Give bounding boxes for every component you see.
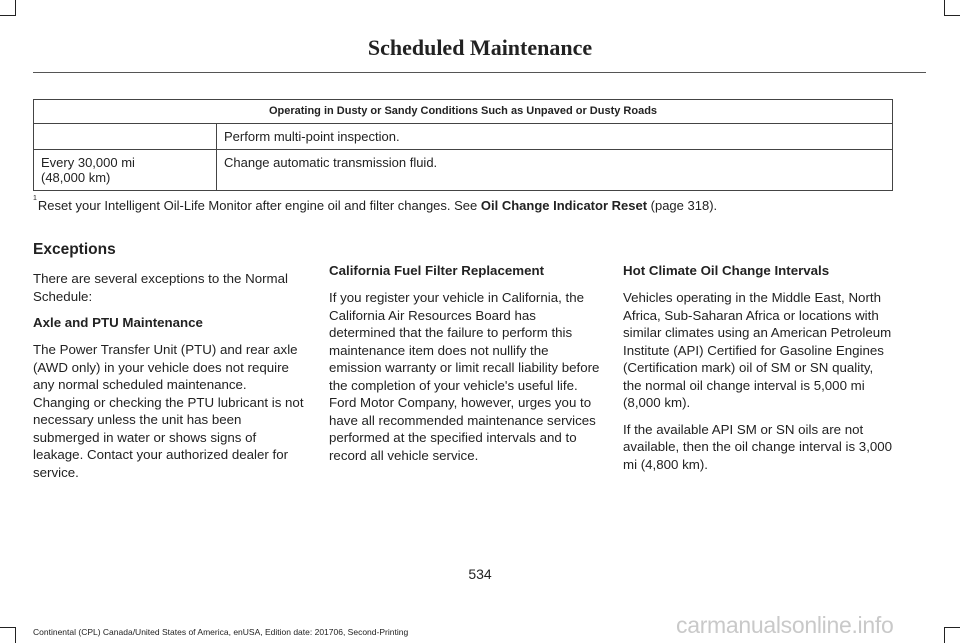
crop-mark-bottom-right-h xyxy=(944,627,960,628)
crop-mark-top-right-h xyxy=(944,15,960,16)
table-cell-action: Change automatic transmission fluid. xyxy=(217,150,893,191)
crop-mark-bottom-right-v xyxy=(944,627,945,643)
footnote-text: Reset your Intelligent Oil-Life Monitor after engine oil and filter changes. See xyxy=(37,198,481,213)
hot-climate-body-2: If the available API SM or SN oils are not available, then the oil change interval is 3,000 mi (4,800 km). xyxy=(623,421,893,472)
footnote-marker: 1 xyxy=(33,195,37,202)
table-row xyxy=(34,124,893,150)
page-number: 534 xyxy=(468,566,492,582)
footnote-page-ref: (page 318). xyxy=(647,198,718,213)
subheading-axle-ptu: Axle and PTU Maintenance xyxy=(33,315,203,330)
table-cell-interval xyxy=(34,124,217,150)
hot-climate-body-1: Vehicles operating in the Middle East, North Africa, Sub-Saharan Africa or locations with similar climates using an American Petroleum Institute (API) Certified for Gasoline Engines (Certification mark) oil of SM or SN quality, the normal oil change interval is 5,000 mi (8,000 km). xyxy=(623,290,892,410)
section-heading-exceptions: Exceptions xyxy=(33,241,116,258)
california-body: If you register your vehicle in California, the California Air Resources Board has determined that the failure to perform this maintenance item does not nullify the emission warranty or limit recall liability before the completion of your vehicle's useful life. Ford Motor Company, however, urges you to have all recommended maintenance services performed at the specified intervals and to record all vehicle service. xyxy=(329,290,600,463)
table-cell-action: Perform multi-point inspection. xyxy=(217,124,893,150)
maintenance-table xyxy=(33,99,893,191)
footnote-link[interactable]: Oil Change Indicator Reset xyxy=(480,198,648,213)
exceptions-intro: There are several exceptions to the Normal Schedule: xyxy=(33,271,288,304)
crop-mark-bottom-left-h xyxy=(0,627,16,628)
page-title: Scheduled Maintenance xyxy=(367,35,593,60)
crop-mark-top-left-h xyxy=(0,15,16,16)
crop-mark-bottom-left-v xyxy=(15,627,16,643)
crop-mark-top-left-v xyxy=(15,0,16,16)
edition-info: Continental (CPL) Canada/United States of America, enUSA, Edition date: 201706, Second-Printing xyxy=(33,627,409,637)
column-hot-climate xyxy=(623,262,895,482)
footnote xyxy=(33,195,718,213)
table-heading: Operating in Dusty or Sandy Conditions Such as Unpaved or Dusty Roads xyxy=(34,100,893,124)
table-row xyxy=(34,150,893,191)
axle-ptu-body: The Power Transfer Unit (PTU) and rear axle (AWD only) in your vehicle does not require any normal scheduled maintenance. Changing or checking the PTU lubricant is not necessary unless the unit has been submerged in water or shows signs of leakage. Contact your authorized dealer for service. xyxy=(33,342,304,480)
interval-km: (48,000 km) xyxy=(41,170,111,185)
subheading-hot-climate: Hot Climate Oil Change Intervals xyxy=(623,263,830,278)
subheading-california-fuel-filter: California Fuel Filter Replacement xyxy=(329,263,545,278)
crop-mark-top-right-v xyxy=(944,0,945,16)
column-california xyxy=(329,262,601,473)
table-cell-interval xyxy=(34,150,217,191)
column-exceptions xyxy=(33,240,305,490)
title-divider xyxy=(33,72,926,73)
interval-miles: Every 30,000 mi xyxy=(41,155,135,170)
watermark: carmanualsonline.info xyxy=(676,612,894,638)
